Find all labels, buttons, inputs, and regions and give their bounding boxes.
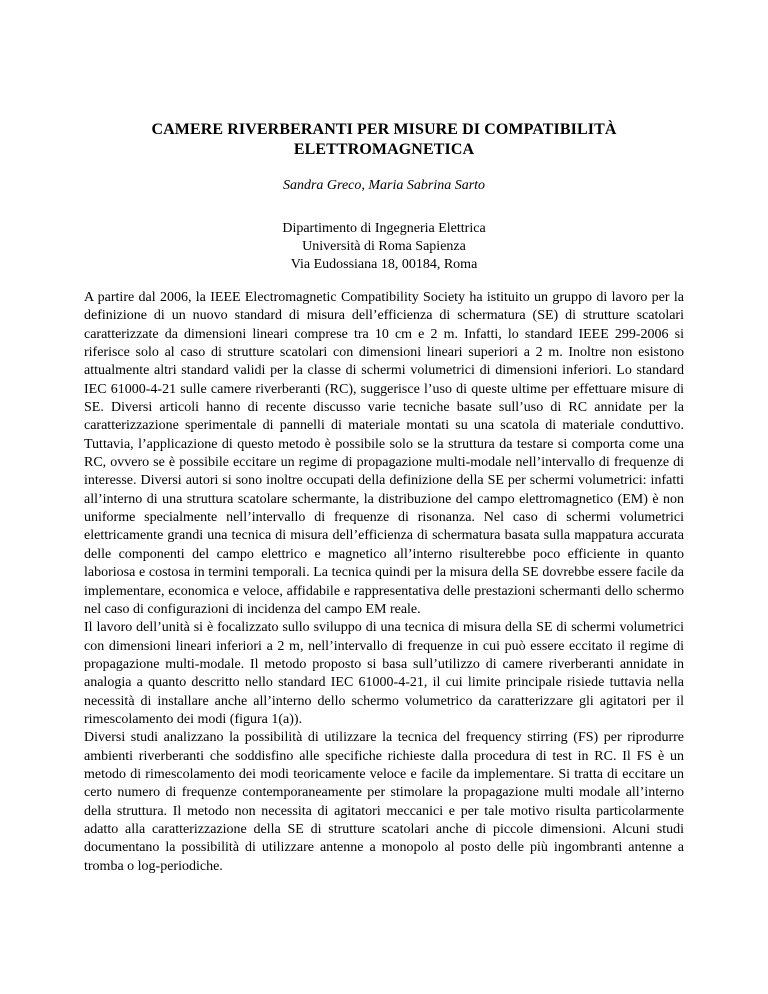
- body-paragraph: A partire dal 2006, la IEEE Electromagnetic Compatibility Society ha istituito un gruppo di lavoro per la definizione di un nuovo standard di misura dell’efficienza di schermatura (SE) di strutture scatolari caratterizzate da dimensioni lineari comprese tra 10 cm e 2 m. Infatti, lo standard IEEE 299-2006 si riferisce solo al caso di strutture scatolari con dimensioni lineari superiori a 2 m. Inoltre non esistono attualmente altri standard validi per la classe di schermi volumetrici di dimensioni inferiori. Lo standard IEC 61000-4-21 sulle camere riverberanti (RC), suggerisce l’uso di queste ultime per effettuare misure di SE. Diversi articoli hanno di recente discusso varie tecniche basate sull’uso di RC annidate per la caratterizzazione sperimentale di pannelli di materiale montati su una scatola di materiale conduttivo. Tuttavia, l’applicazione di questo metodo è possibile solo se la struttura da testare si comporta come una RC, ovvero se è possibile eccitare un regime di propagazione multi-modale nell’intervallo di frequenze di interesse. Diversi autori si sono inoltre occupati della definizione della SE per schermi volumetrici: infatti all’interno di una struttura scatolare schermante, la distribuzione del campo elettromagnetico (EM) è non uniforme specialmente nell’intervallo di frequenze di risonanza. Nel caso di schermi volumetrici elettricamente grandi una tecnica di misura dell’efficienza di schermatura basata sulla mappatura accurata delle componenti del campo elettrico e magnetico all’interno risulterebbe poco efficiente in quanto laboriosa e costosa in termini temporali. La tecnica quindi per la misura della SE dovrebbe essere facile da implementare, economica e veloce, affidabile e rappresentativa delle prestazioni schermanti dello schermo nel caso di configurazioni di incidenza del campo EM reale.: [84, 290, 684, 617]
- paper-body: [84, 289, 684, 876]
- paper-title: CAMERE RIVERBERANTI PER MISURE DI COMPATIBILITÀ ELETTROMAGNETICA: [151, 121, 617, 158]
- affiliation-address: Via Eudossiana 18, 00184, Roma: [290, 257, 478, 272]
- affiliation-university: Università di Roma Sapienza: [302, 239, 466, 254]
- affiliation-block: [60, 220, 708, 274]
- body-paragraph: Diversi studi analizzano la possibilità di utilizzare la tecnica del frequency stirring (FS) per riprodurre ambienti riverberanti che soddisfino alle specifiche richieste dalla procedura di test in RC. Il FS è un metodo di rimescolamento dei modi teoricamente veloce e facile da implementare. Si tratta di eccitare un certo numero di frequenze contemporaneamente per stimolare la propagazione multi modale all’interno della struttura. Il metodo non necessita di agitatori meccanici e per tale motivo risulta particolarmente adatto alla caratterizzazione della SE di strutture scatolari anche di piccole dimensioni. Alcuni studi documentano la possibilità di utilizzare antenne a monopolo al posto delle più ingombranti antenne a tromba o log-periodiche.: [84, 730, 684, 874]
- affiliation-department: Dipartimento di Ingegneria Elettrica: [282, 221, 486, 236]
- paper-authors: Sandra Greco, Maria Sabrina Sarto: [282, 178, 486, 193]
- body-paragraph: Il lavoro dell’unità si è focalizzato sullo sviluppo di una tecnica di misura della SE di schermi volumetrici con dimensioni lineari inferiori a 2 m, nell’intervallo di frequenze in cui può essere eccitato il regime di propagazione multi-modale. Il metodo proposto si basa sull’utilizzo di camere riverberanti annidate in analogia a quanto descritto nello standard IEC 61000-4-21, il cui limite principale risiede tuttavia nella necessità di installare anche all’interno dello schermo volumetrico da caratterizzare gli agitatori per il rimescolamento dei modi (figura 1(a)).: [84, 620, 684, 727]
